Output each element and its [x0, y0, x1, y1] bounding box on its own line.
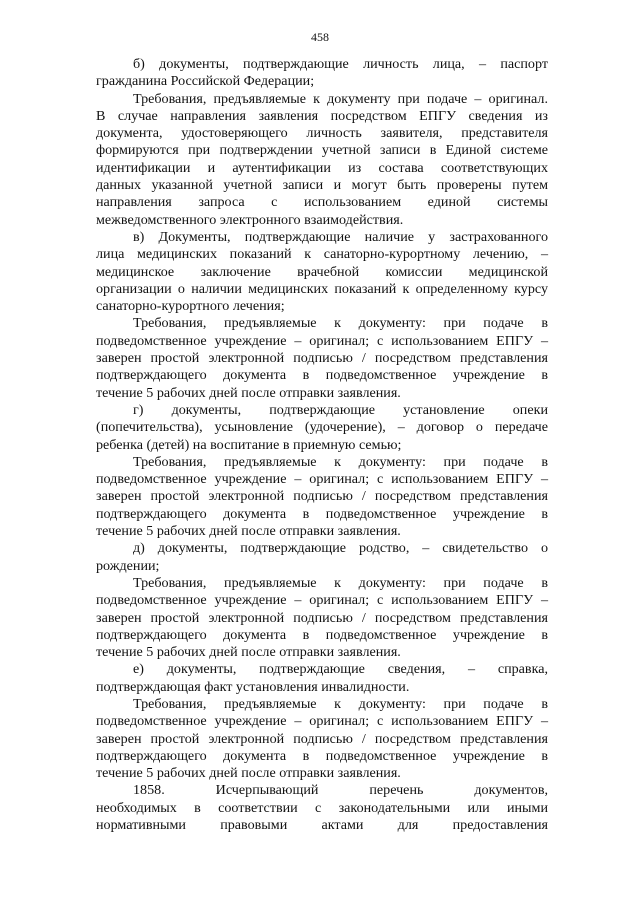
text-line: г) документы, подтверждающие установление опеки — [133, 401, 548, 418]
text-line: медицинское заключение врачебной комиссии медицинской — [96, 263, 548, 280]
paragraph — [96, 540, 548, 575]
text-line: гражданина Российской Федерации; — [96, 73, 315, 90]
text-line: рождении; — [96, 557, 160, 574]
text-line: данных указанной учетной записи и могут быть проверены путем — [96, 177, 548, 194]
text-line: е) документы, подтверждающие сведения, – справка, — [133, 661, 548, 678]
paragraph — [96, 315, 548, 401]
paragraph — [96, 56, 548, 91]
text-line: подтверждающего документа в подведомственное учреждение в — [96, 626, 548, 643]
text-line: документа, удостоверяющего личность заявителя, представителя — [96, 125, 548, 142]
text-line: (попечительства), усыновление (удочерение), – договор о передаче — [96, 419, 548, 436]
text-line: подтверждающего документа в подведомственное учреждение в — [96, 747, 548, 764]
text-line: направления запроса с использованием единой системы — [96, 194, 548, 211]
text-line: Требования, предъявляемые к документу: при подаче в — [133, 453, 548, 470]
text-line: заверен простой электронной подписью / посредством представления — [96, 488, 548, 505]
page-number: 458 — [311, 30, 329, 44]
text-line: подведомственное учреждение – оригинал; с использованием ЕПГУ – — [96, 471, 548, 488]
text-line: межведомственного электронного взаимодействия. — [96, 211, 404, 228]
text-line: течение 5 рабочих дней после отправки заявления. — [96, 644, 401, 661]
text-line: Требования, предъявляемые к документу: при подаче в — [133, 574, 548, 591]
document-body — [96, 56, 548, 834]
text-line: организации о наличии медицинских показаний к определенному курсу — [96, 280, 548, 297]
text-line: нормативными правовыми актами для предоставления — [96, 817, 548, 834]
paragraph — [96, 91, 548, 229]
paragraph — [96, 661, 548, 696]
text-line: Требования, предъявляемые к документу: при подаче в — [133, 315, 548, 332]
text-line: д) документы, подтверждающие родство, – свидетельство о — [133, 540, 548, 557]
text-line: течение 5 рабочих дней после отправки заявления. — [96, 523, 401, 540]
text-line: течение 5 рабочих дней после отправки заявления. — [96, 765, 401, 782]
text-line: заверен простой электронной подписью / посредством представления — [96, 730, 548, 747]
text-line: подведомственное учреждение – оригинал; с использованием ЕПГУ – — [96, 713, 548, 730]
text-line: 1858. Исчерпывающий перечень документов, — [133, 782, 548, 799]
text-line: подведомственное учреждение – оригинал; с использованием ЕПГУ – — [96, 332, 548, 349]
text-line: подтверждающая факт установления инвалидности. — [96, 678, 410, 695]
text-line: подтверждающего документа в подведомственное учреждение в — [96, 367, 548, 384]
text-line: санаторно-курортного лечения; — [96, 298, 285, 315]
text-line: подведомственное учреждение – оригинал; с использованием ЕПГУ – — [96, 592, 548, 609]
paragraph — [96, 402, 548, 454]
paragraph — [96, 454, 548, 540]
text-line: В случае направления заявления посредством ЕПГУ сведения из — [96, 107, 548, 124]
text-line: подтверждающего документа в подведомственное учреждение в — [96, 505, 548, 522]
text-line: заверен простой электронной подписью / посредством представления — [96, 609, 548, 626]
paragraph — [96, 229, 548, 315]
text-line: необходимых в соответствии с законодательными или иными — [96, 799, 548, 816]
text-line: лица медицинских показаний к санаторно-курортному лечению, – — [96, 246, 548, 263]
text-line: Требования, предъявляемые к документу: при подаче в — [133, 695, 548, 712]
paragraph — [96, 782, 548, 834]
text-line: идентификации и аутентификации из состава соответствующих — [96, 159, 548, 176]
paragraph — [96, 575, 548, 661]
text-line: ребенка (детей) на воспитание в приемную семью; — [96, 436, 402, 453]
paragraph — [96, 696, 548, 782]
text-line: в) Документы, подтверждающие наличие у застрахованного — [133, 228, 548, 245]
text-line: б) документы, подтверждающие личность лица, – паспорт — [133, 56, 548, 72]
text-line: Требования, предъявляемые к документу при подаче – оригинал. — [133, 90, 548, 107]
text-line: формируются при подтверждении учетной записи в Единой системе — [96, 142, 548, 159]
text-line: течение 5 рабочих дней после отправки заявления. — [96, 384, 401, 401]
text-line: заверен простой электронной подписью / посредством представления — [96, 350, 548, 367]
